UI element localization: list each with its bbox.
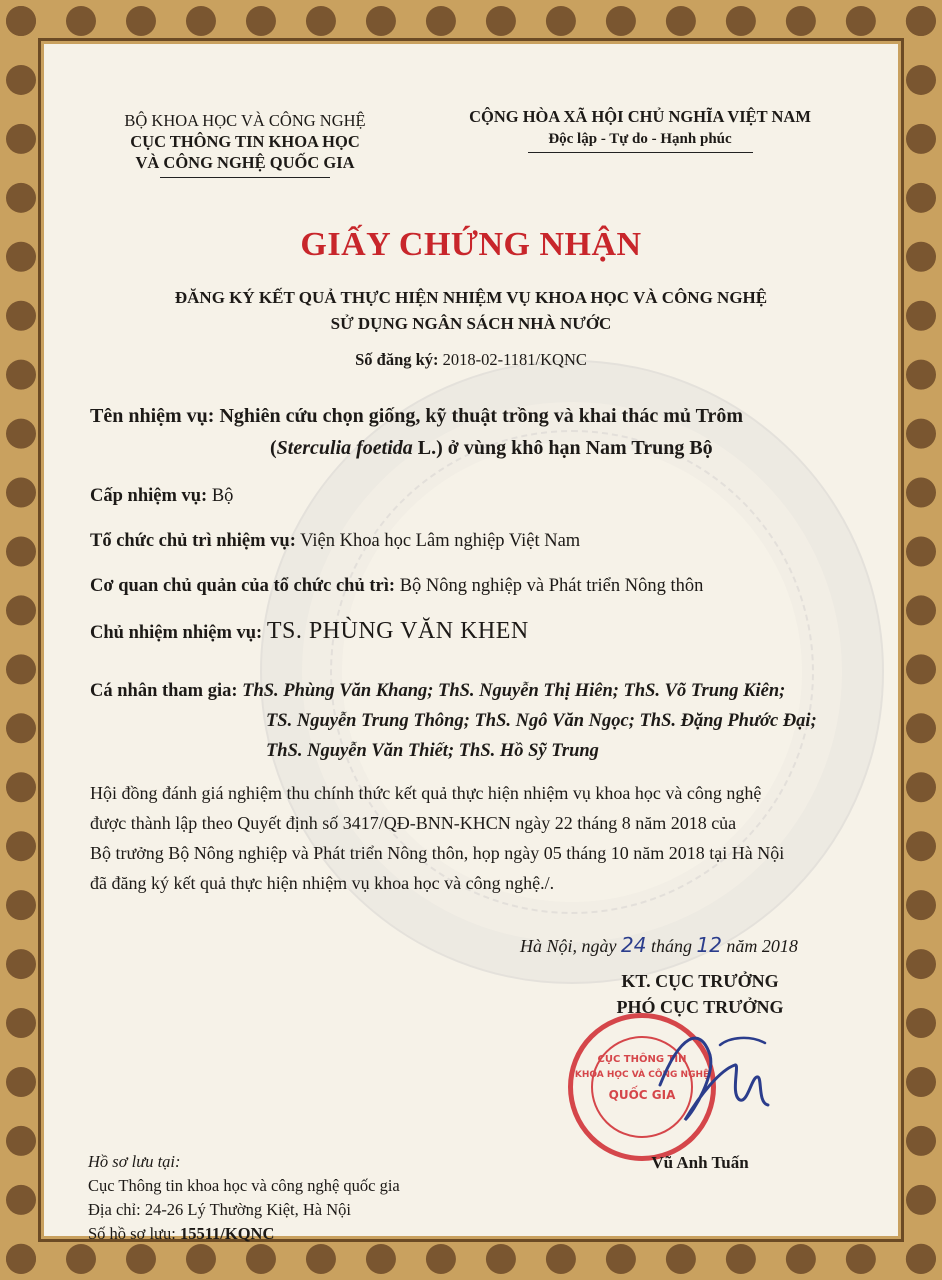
task-value-line1: Nghiên cứu chọn giống, kỹ thuật trồng và khai thác mủ Trôm — [219, 405, 744, 427]
department-name-line1: CỤC THÔNG TIN KHOA HỌC — [130, 132, 360, 151]
signer-name: Vũ Anh Tuấn — [651, 1153, 749, 1172]
registration-value: 2018-02-1181/KQNC — [442, 350, 587, 369]
date-day: 24 — [621, 933, 647, 957]
task-paren: ( — [270, 437, 277, 459]
seal-text-line1: CỤC THÔNG TIN — [597, 1054, 687, 1065]
decision-paragraph — [90, 778, 870, 898]
paragraph-line3: Bộ trưởng Bộ Nông nghiệp và Phát triển Nông thôn, họp ngày 05 tháng 10 năm 2018 tại Hà Nội — [90, 843, 785, 863]
archive-info — [88, 1150, 508, 1246]
level-value: Bộ — [211, 486, 234, 506]
chief-value: TS. PHÙNG VĂN KHEN — [266, 618, 529, 644]
archive-line2: Địa chỉ: 24-26 Lý Thường Kiệt, Hà Nội — [88, 1200, 351, 1219]
host-value: Viện Khoa học Lâm nghiệp Việt Nam — [300, 531, 581, 551]
date-year: năm 2018 — [721, 936, 798, 956]
subtitle-line1: ĐĂNG KÝ KẾT QUẢ THỰC HIỆN NHIỆM VỤ KHOA HỌC VÀ CÔNG NGHỆ — [174, 288, 768, 307]
level-label: Cấp nhiệm vụ: — [90, 486, 208, 506]
issuer-header — [95, 110, 395, 178]
managing-agency — [90, 572, 703, 600]
members-line2: TS. Nguyễn Trung Thông; ThS. Ngô Văn Ngọc; ThS. Đặng Phước Đại; — [266, 711, 817, 731]
issue-date — [520, 933, 850, 957]
signatory-title — [590, 968, 810, 1020]
registration-label: Số đăng ký: — [355, 350, 439, 369]
archive-line1: Cục Thông tin khoa học và công nghệ quốc gia — [88, 1176, 400, 1195]
archive-file-number — [88, 1222, 508, 1246]
signatory-line1: KT. CỤC TRƯỞNG — [621, 971, 779, 991]
agency-value: Bộ Nông nghiệp và Phát triển Nông thôn — [399, 576, 704, 596]
host-organization — [90, 527, 580, 555]
department-name-line2: VÀ CÔNG NGHỆ QUỐC GIA — [135, 153, 355, 172]
participants — [90, 676, 890, 766]
subtitle-line2: SỬ DỤNG NGÂN SÁCH NHÀ NƯỚC — [330, 314, 612, 333]
seal-text-line2: KHOA HỌC VÀ CÔNG NGHỆ — [574, 1070, 710, 1080]
paragraph-line1: Hội đồng đánh giá nghiệm thu chính thức kết quả thực hiện nhiệm vụ khoa học và công nghệ — [90, 783, 762, 803]
file-number-label: Số hồ sơ lưu: — [88, 1224, 180, 1243]
country-name: CỘNG HÒA XÃ HỘI CHỦ NGHĨA VIỆT NAM — [469, 107, 811, 126]
date-month-label: tháng — [646, 936, 697, 956]
task-value-line2 — [90, 432, 890, 464]
species-name: Sterculia foetida — [276, 437, 413, 459]
national-header — [440, 106, 840, 153]
file-number-value: 15511/KQNC — [179, 1224, 275, 1243]
header-left-rule — [160, 177, 330, 178]
members-label: Cá nhân tham gia: — [90, 681, 238, 701]
agency-label: Cơ quan chủ quản của tổ chức chủ trì: — [90, 576, 396, 596]
host-label: Tổ chức chủ trì nhiệm vụ: — [90, 531, 296, 551]
header-right-rule — [528, 152, 753, 153]
task-region: L.) ở vùng khô hạn Nam Trung Bộ — [412, 437, 713, 459]
seal-text-line3: QUỐC GIA — [608, 1088, 676, 1102]
task-label: Tên nhiệm vụ: — [90, 405, 215, 427]
members-line1: ThS. Phùng Văn Khang; ThS. Nguyễn Thị Hiên; ThS. Võ Trung Kiên; — [242, 681, 786, 701]
task-name — [90, 400, 890, 464]
national-motto: Độc lập - Tự do - Hạnh phúc — [548, 131, 732, 147]
archive-heading: Hồ sơ lưu tại: — [88, 1152, 181, 1171]
ministry-name: BỘ KHOA HỌC VÀ CÔNG NGHỆ — [124, 111, 366, 130]
certificate-title: GIẤY CHỨNG NHẬN — [300, 226, 642, 263]
task-chief — [90, 617, 529, 647]
certificate-subtitle — [60, 285, 882, 337]
members-line3: ThS. Nguyễn Văn Thiết; ThS. Hồ Sỹ Trung — [266, 741, 599, 761]
paragraph-line2: được thành lập theo Quyết định số 3417/QĐ-BNN-KHCN ngày 22 tháng 8 năm 2018 của — [90, 813, 737, 833]
paragraph-line4: đã đăng ký kết quả thực hiện nhiệm vụ khoa học và công nghệ./. — [90, 873, 555, 893]
signatory-line2: PHÓ CỤC TRƯỞNG — [616, 997, 784, 1017]
date-prefix: Hà Nội, ngày — [520, 936, 621, 956]
date-month: 12 — [696, 933, 722, 957]
registration-number — [0, 350, 942, 370]
chief-label: Chủ nhiệm nhiệm vụ: — [90, 623, 263, 643]
task-level — [90, 482, 233, 510]
handwritten-signature — [640, 1015, 780, 1135]
